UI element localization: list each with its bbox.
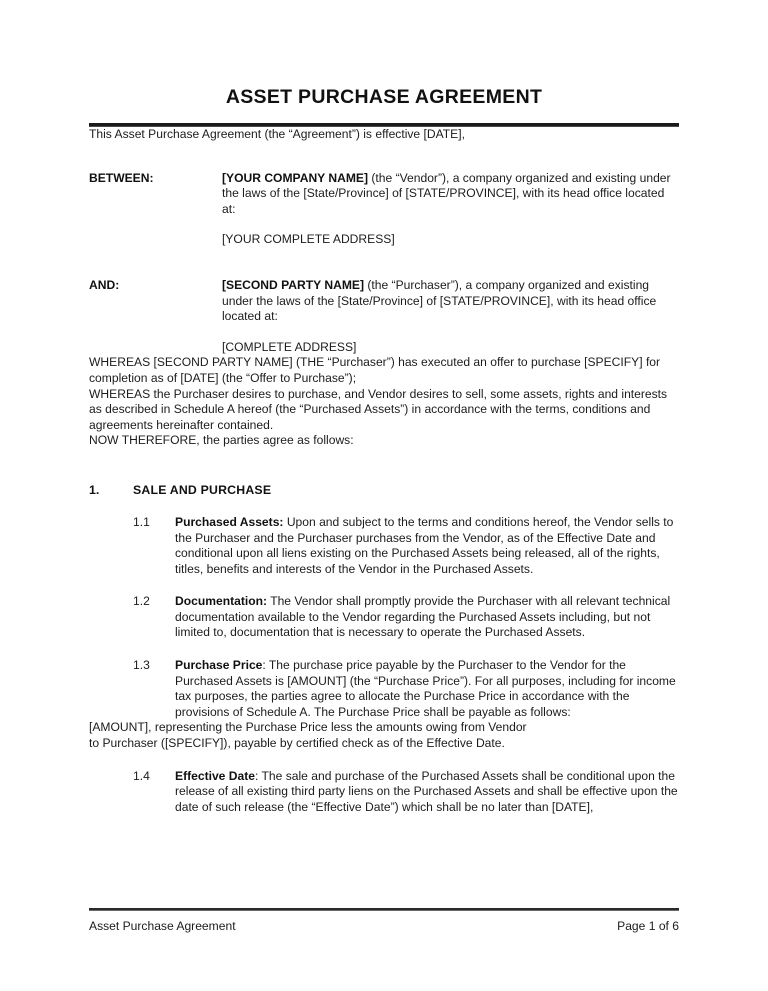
clause-1-1: [133, 515, 679, 577]
footer-page-number: Page 1 of 6: [617, 919, 679, 933]
party-description-purchaser: [222, 278, 679, 325]
party-details-vendor: [222, 171, 679, 248]
clause-number-1-2: 1.2: [133, 594, 150, 609]
party-address-purchaser: [COMPLETE ADDRESS]: [222, 339, 357, 354]
section-heading-sale-and-purchase: [89, 482, 679, 498]
clause-heading-1-4: Effective Date: [175, 768, 255, 783]
clause-content-1-3: : The purchase price payable by the Purchaser to the Vendor for the Purchased Assets is [AMOUNT] (the “Purchase Price”). For all purposes, including for income tax purposes, the parties agree to allocate the Purchase Price in accordance with the provisions of Schedule A. The Purchase Price shall be payable as follows:: [175, 658, 676, 719]
party-details-purchaser: [222, 278, 679, 355]
clause-body-1-2: [175, 594, 679, 641]
party-name-purchaser: [SECOND PARTY NAME]: [222, 277, 364, 292]
party-address-vendor: [YOUR COMPLETE ADDRESS]: [222, 232, 395, 247]
clause-1-3: [133, 658, 679, 720]
clause-text-1-4: [175, 769, 679, 816]
party-block-purchaser: [89, 278, 679, 355]
clause-body-1-1: [175, 515, 679, 577]
clause-text-1-1: [175, 515, 679, 577]
clause-text-1-3: [175, 658, 679, 720]
clause-1-2: [133, 594, 679, 641]
footer-divider: [89, 908, 679, 911]
clause-text-1-2: [175, 594, 679, 641]
section-number: 1.: [89, 482, 100, 497]
party-label-between: BETWEEN:: [89, 170, 154, 185]
recital-whereas-1: WHEREAS [SECOND PARTY NAME] (THE “Purchaser”) has executed an offer to purchase [SPECIFY] for completion as of [DATE] (the “Offer to Purchase”);: [89, 355, 661, 385]
clause-number-1-3: 1.3: [133, 658, 150, 673]
clause-heading-1-2: Documentation:: [175, 594, 268, 609]
clause-content-1-1: Upon and subject to the terms and conditions hereof, the Vendor sells to the Purchaser and the Purchaser purchases from the Vendor, as of the Effective Date and conditional upon all liens existing on the Purchased Assets being released, all of the rights, titles, benefits and interests of the Vendor in the Purchased Assets.: [175, 514, 674, 576]
footer-row: [89, 919, 679, 934]
page-footer: [89, 908, 679, 934]
clause-subparagraph-1-3: [AMOUNT], representing the Purchase Price less the amounts owing from Vendor to Purchaser ([SPECIFY]), payable by certified check as of the Effective Date.: [89, 720, 527, 751]
clause-content-1-4: : The sale and purchase of the Purchased Assets shall be conditional upon the release of all existing third party liens on the Purchased Assets and shall be effective upon the date of such release (the “Effective Date”) which shall be no later than [DATE],: [175, 768, 678, 814]
page-title: ASSET PURCHASE AGREEMENT: [225, 86, 543, 108]
party-description-vendor: [222, 171, 679, 218]
clause-content-1-2: The Vendor shall promptly provide the Purchaser with all relevant technical documentation available to the Vendor regarding the Purchased Assets including, but not limited to, documentation that is necessary to operate the Purchased Assets.: [175, 594, 671, 640]
clause-heading-1-1: Purchased Assets:: [175, 514, 284, 529]
clause-heading-1-3: Purchase Price: [175, 658, 263, 673]
clause-1-4: [133, 769, 679, 816]
intro-paragraph: This Asset Purchase Agreement (the “Agreement”) is effective [DATE],: [89, 127, 465, 141]
clause-body-1-4: [175, 769, 679, 816]
party-description-text-vendor: (the “Vendor”), a company organized and existing under the laws of the [State/Province] of [STATE/PROVINCE], with its head office located at:: [222, 170, 671, 216]
recital-now-therefore: NOW THEREFORE, the parties agree as follows:: [89, 433, 354, 448]
clause-number-1-1: 1.1: [133, 514, 150, 529]
clause-number-1-4: 1.4: [133, 768, 150, 783]
document-body: [89, 0, 679, 815]
clause-body-1-3: [175, 658, 679, 720]
recital-whereas-2: WHEREAS the Purchaser desires to purchase, and Vendor desires to sell, some assets, rights and interests as described in Schedule A hereof (the “Purchased Assets”) in accordance with the terms, conditions and agreements hereinafter contained.: [89, 386, 668, 432]
party-description-text-purchaser: (the “Purchaser”), a company organized and existing under the laws of the [State/Province] of [STATE/PROVINCE], with its head office located at:: [222, 277, 657, 324]
section-title: SALE AND PURCHASE: [133, 482, 272, 497]
party-label-and: AND:: [89, 277, 120, 292]
footer-document-name: Asset Purchase Agreement: [89, 919, 236, 933]
party-block-vendor: [89, 171, 679, 248]
party-name-vendor: [YOUR COMPANY NAME]: [222, 170, 369, 185]
